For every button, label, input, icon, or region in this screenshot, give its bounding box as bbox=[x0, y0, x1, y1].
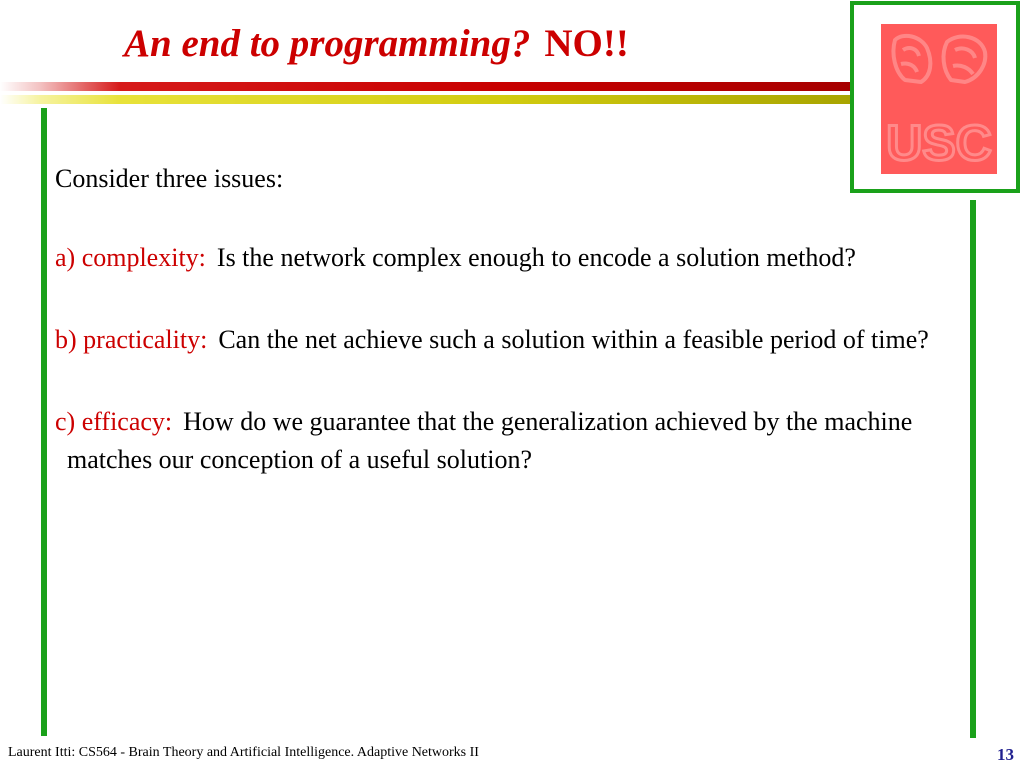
slide-content bbox=[55, 160, 935, 523]
issue-text: Is the network complex enough to encode a solution method? bbox=[216, 243, 856, 272]
slide-title bbox=[124, 18, 629, 70]
footer-text: Laurent Itti: CS564 - Brain Theory and Artificial Intelligence. Adaptive Networks II bbox=[8, 745, 479, 760]
title-question: An end to programming? bbox=[124, 22, 531, 65]
right-green-rule bbox=[970, 200, 976, 738]
issue-term: b) practicality: bbox=[55, 325, 208, 354]
logo-text: USC bbox=[886, 115, 992, 171]
title-answer: NO!! bbox=[544, 22, 629, 65]
usc-logo-icon bbox=[881, 24, 997, 174]
issue-item bbox=[55, 239, 935, 277]
issue-item bbox=[55, 403, 935, 479]
issue-text: Can the net achieve such a solution within a feasible period of time? bbox=[218, 325, 929, 354]
issue-term: a) complexity: bbox=[55, 243, 206, 272]
page-number: 13 bbox=[997, 745, 1014, 764]
header-yellow-bar bbox=[0, 95, 852, 104]
header-red-bar bbox=[0, 82, 852, 91]
issue-term: c) efficacy: bbox=[55, 407, 173, 436]
left-green-rule bbox=[41, 108, 47, 736]
intro-text: Consider three issues: bbox=[55, 164, 284, 193]
issue-text: How do we guarantee that the generalization achieved by the machine matches our conception of a useful solution? bbox=[67, 407, 913, 474]
issue-item bbox=[55, 321, 935, 359]
